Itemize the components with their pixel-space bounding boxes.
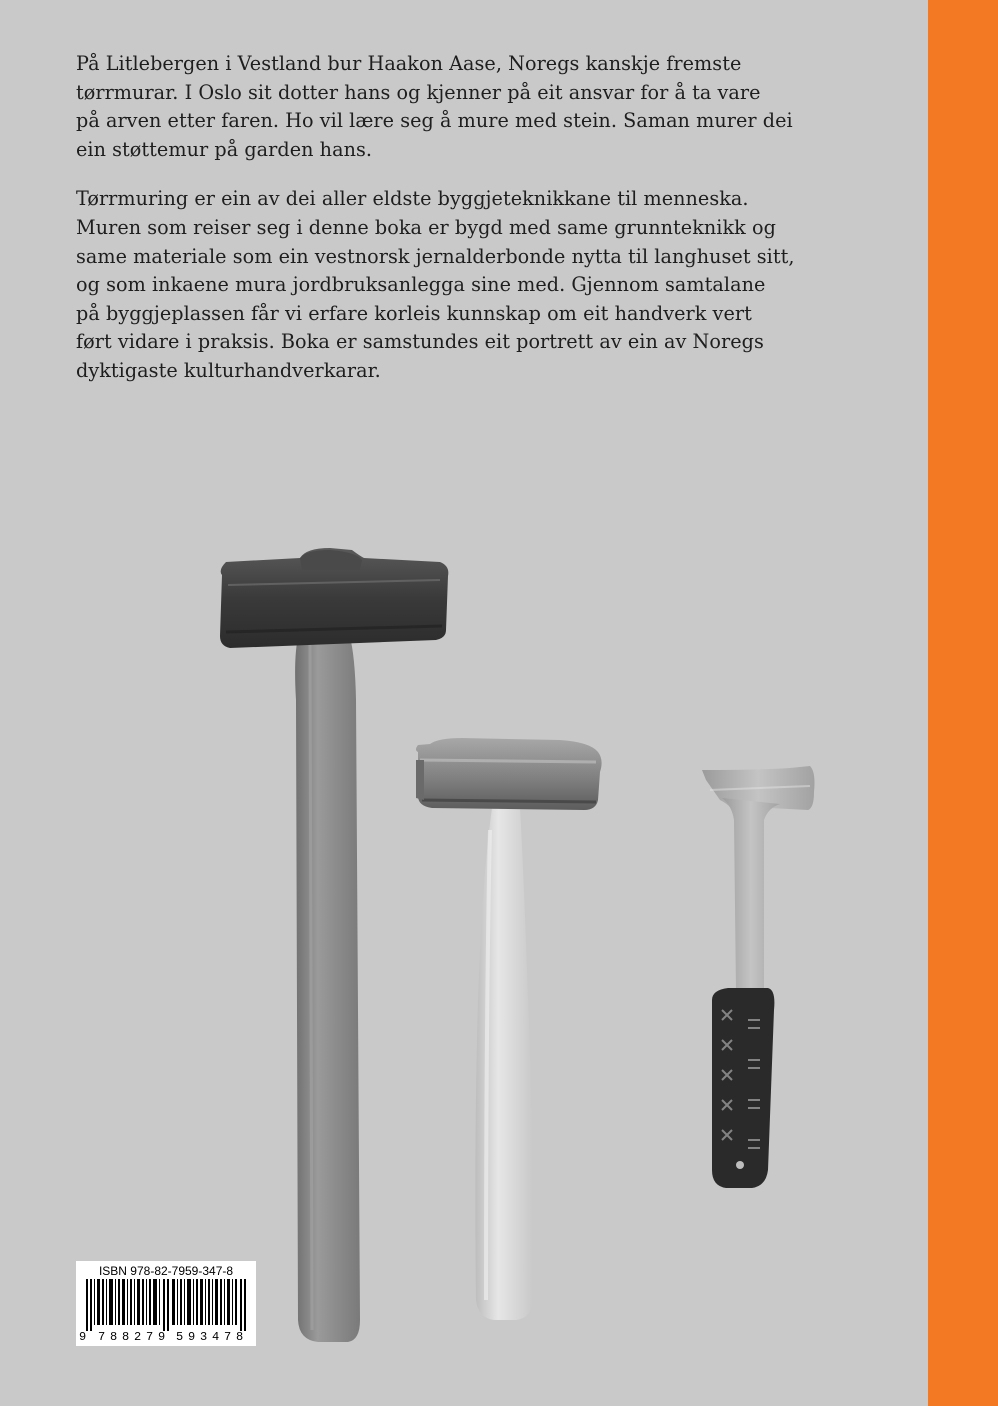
blurb-line: same materiale som ein vestnorsk jernalderbonde nytta til langhuset sitt,	[76, 244, 795, 268]
ean-left-group: 788279	[98, 1330, 171, 1344]
blurb-line: dyktigaste kulturhandverkarar.	[76, 358, 381, 382]
framing-hammer-icon	[702, 766, 815, 1188]
blurb-line: På Litlebergen i Vestland bur Haakon Aase, Noregs kanskje fremste	[76, 52, 742, 75]
blurb-line: Muren som reiser seg i denne boka er bygd med same grunnteknikk og	[76, 215, 776, 239]
isbn-label: ISBN 978-82-7959-347-8	[98, 1264, 234, 1278]
barcode-bars	[86, 1279, 248, 1331]
ean-first-digit: 9	[79, 1330, 87, 1344]
blurb-line: og som inkaene mura jordbruksanlegga sine med. Gjennom samtalane	[76, 273, 766, 297]
ean-right-group: 593478	[176, 1330, 249, 1344]
isbn-barcode	[76, 1261, 256, 1346]
blurb-line: på byggjeplassen får vi erfare korleis kunnskap om eit handverk vert	[76, 301, 752, 325]
club-hammer-icon	[416, 738, 602, 1320]
blurb-line: ein støttemur på garden hans.	[76, 137, 373, 161]
sledgehammer-icon	[220, 548, 448, 1342]
blurb-line: Tørrmuring er ein av dei aller eldste byggjeteknikkane til menneska.	[76, 187, 749, 211]
blurb-line: på arven etter faren. Ho vil lære seg å mure med stein. Saman murer dei	[76, 109, 793, 133]
blurb-line: ført vidare i praksis. Boka er samstundes eit portrett av ein av Noregs	[76, 330, 764, 354]
blurb-line: tørrmurar. I Oslo sit dotter hans og kjenner på eit ansvar for å ta vare	[76, 80, 761, 104]
